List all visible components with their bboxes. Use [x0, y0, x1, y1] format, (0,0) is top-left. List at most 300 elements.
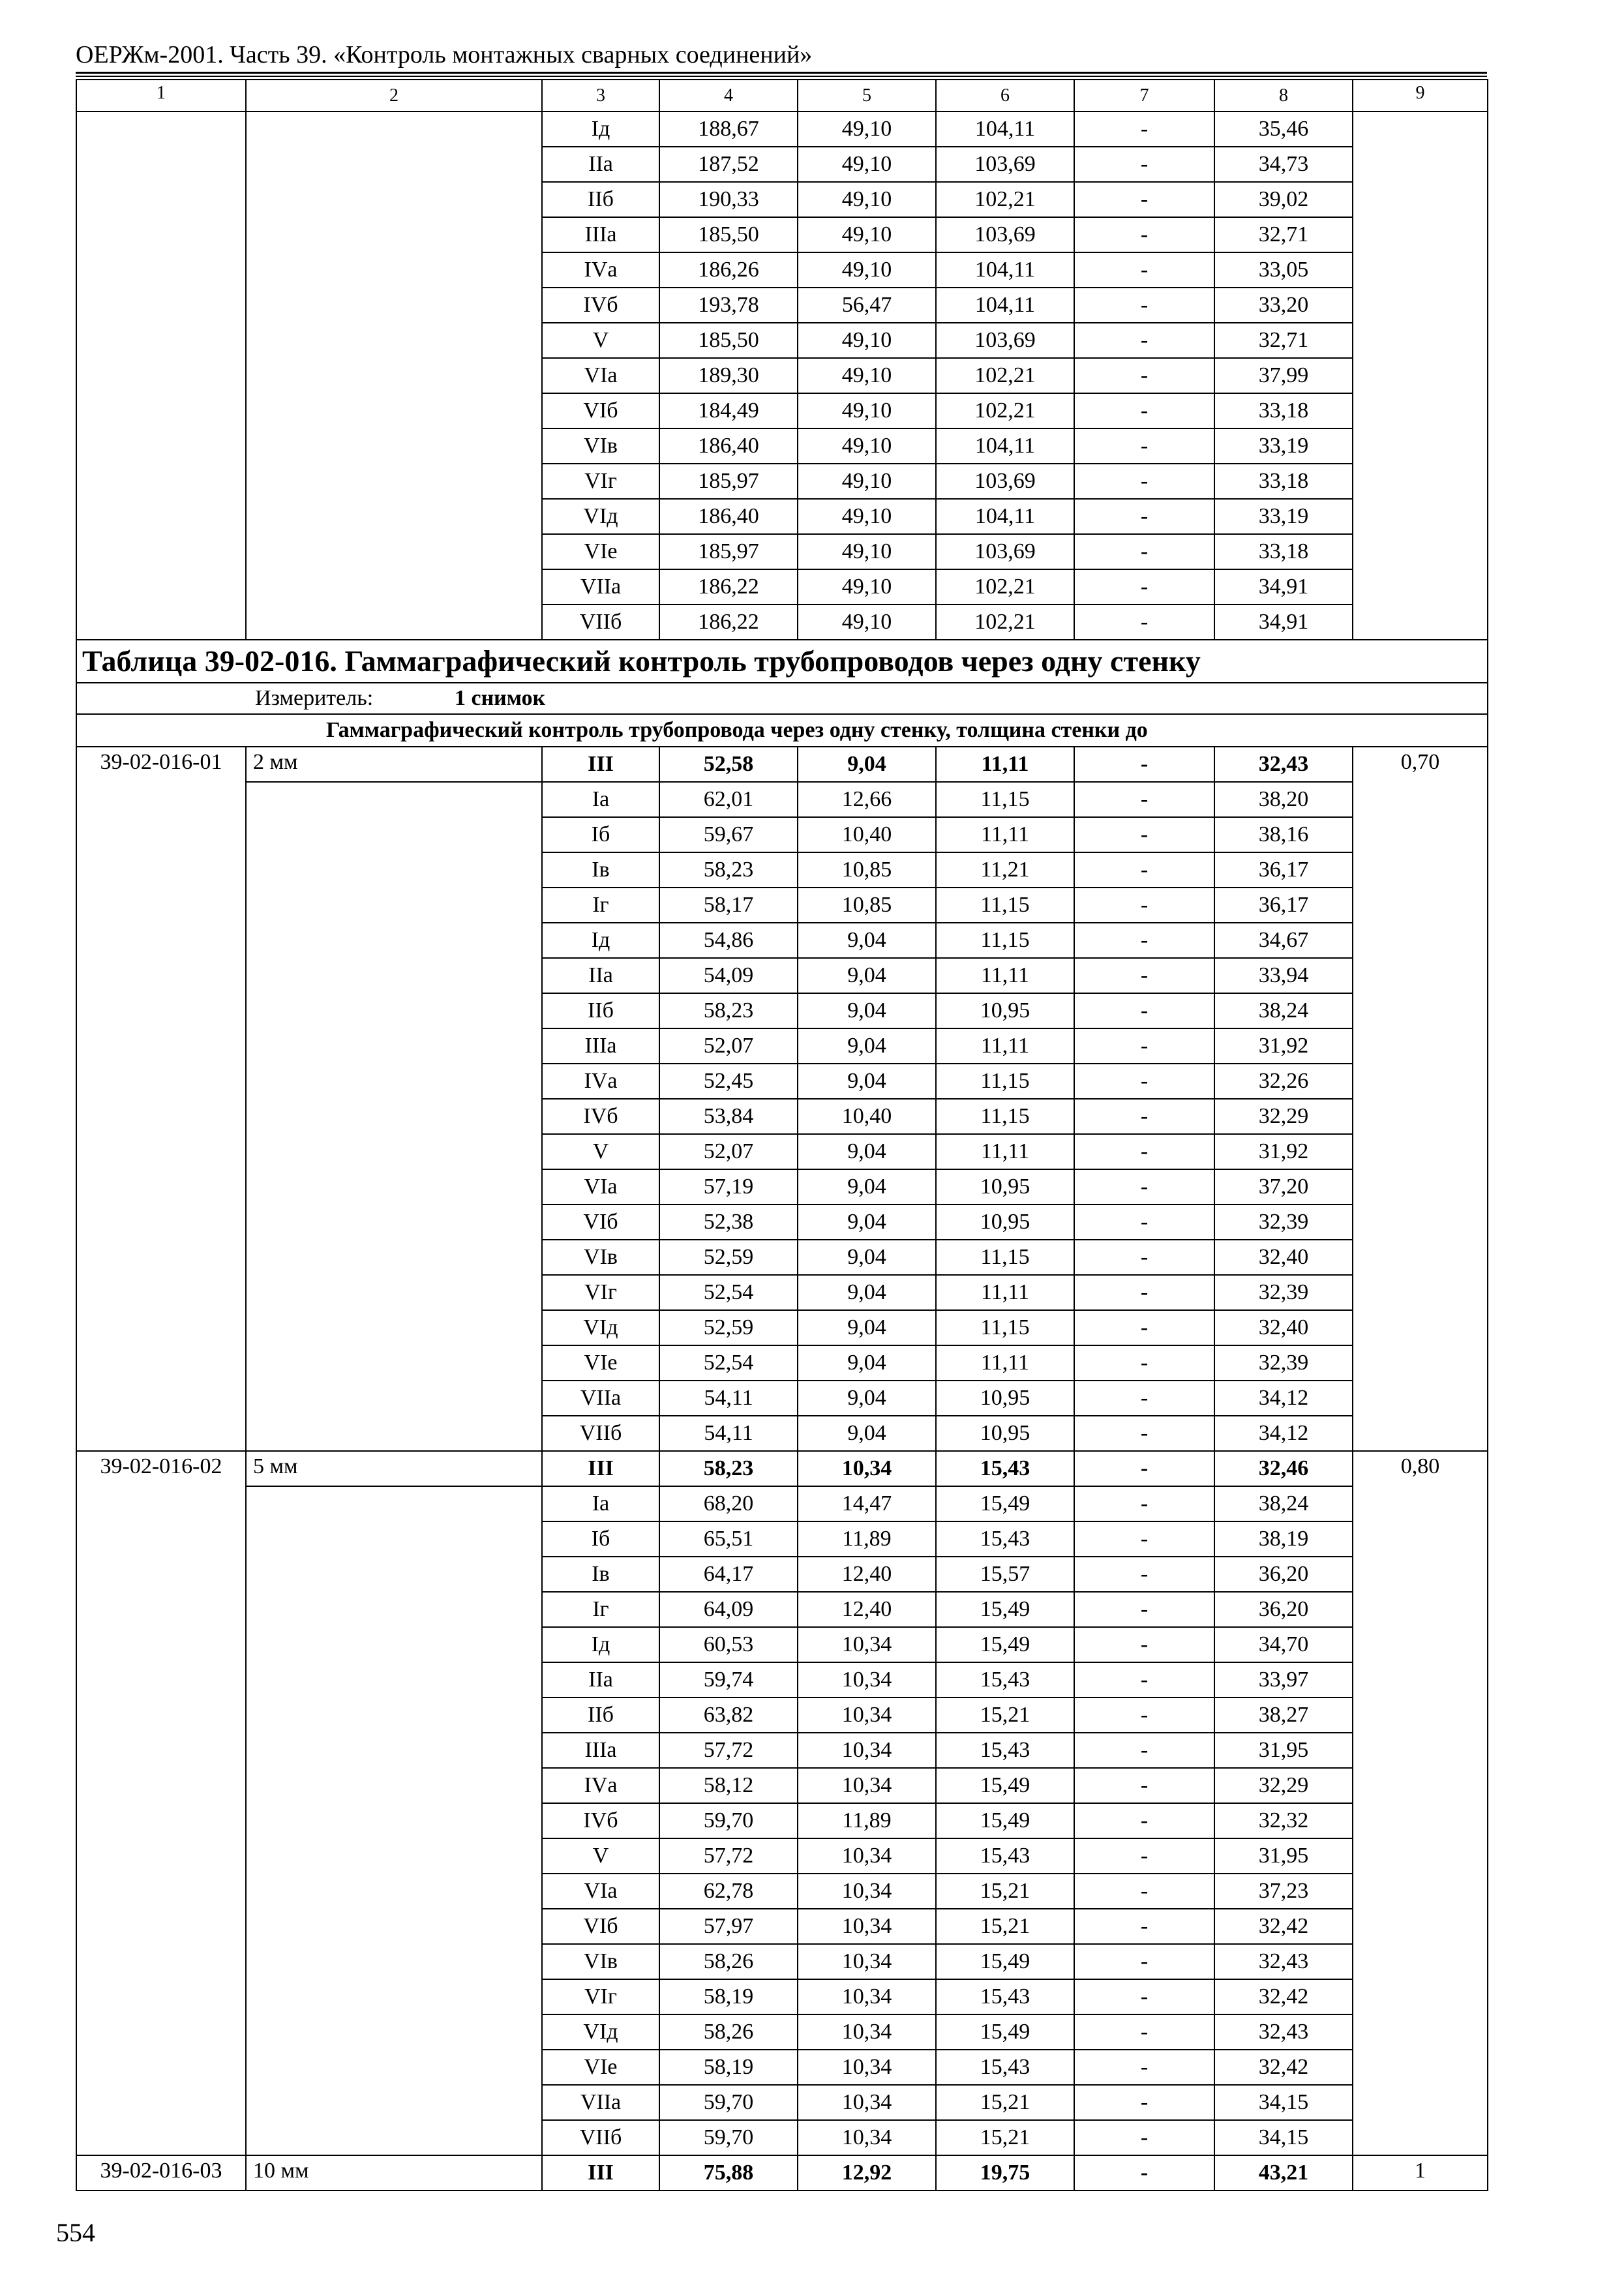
cell-c3: V [542, 1134, 659, 1169]
cell-c8: 32,42 [1214, 1979, 1353, 2014]
cell-c5: 9,04 [798, 1275, 936, 1310]
col9-cell [1353, 1310, 1488, 1345]
cell-c5: 49,10 [798, 217, 936, 252]
cell-c7: - [1074, 1134, 1214, 1169]
cell-c4: 57,72 [659, 1838, 798, 1874]
cell-c8: 38,16 [1214, 817, 1353, 852]
cell-c6: 15,21 [936, 2085, 1074, 2120]
cell-c7: - [1074, 323, 1214, 358]
table-row [76, 1345, 1488, 1381]
cell-c4: 53,84 [659, 1099, 798, 1134]
cell-c8: 34,67 [1214, 923, 1353, 958]
col9-cell [1353, 147, 1488, 182]
table-row [76, 888, 1488, 923]
col9-cell [1353, 2014, 1488, 2050]
cell-c8: 38,19 [1214, 1521, 1353, 1557]
cell-c6: 11,15 [936, 1064, 1074, 1099]
description-cell [246, 1838, 542, 1874]
table-row [76, 923, 1488, 958]
cell-c8: 33,18 [1214, 464, 1353, 499]
cell-c5: 49,10 [798, 358, 936, 393]
cell-c6: 104,11 [936, 428, 1074, 464]
col9-cell [1353, 852, 1488, 888]
cell-c7: - [1074, 1733, 1214, 1768]
cell-c6: 15,49 [936, 1486, 1074, 1521]
code-cell [76, 1486, 246, 1521]
cell-c3: IIб [542, 993, 659, 1028]
cell-c3: VIIа [542, 2085, 659, 2120]
cell-c4: 52,38 [659, 1204, 798, 1240]
table-row [76, 2014, 1488, 2050]
table-row [76, 1416, 1488, 1451]
cell-c7: - [1074, 1557, 1214, 1592]
cell-c8: 32,26 [1214, 1064, 1353, 1099]
cell-c3: IVа [542, 252, 659, 288]
cell-c3: VIб [542, 1909, 659, 1944]
cell-c3: IIб [542, 182, 659, 217]
column-number-5: 5 [798, 80, 936, 112]
cell-c6: 15,43 [936, 1451, 1074, 1486]
cell-c6: 103,69 [936, 464, 1074, 499]
description-cell [246, 2050, 542, 2085]
cell-c8: 33,97 [1214, 1662, 1353, 1698]
code-cell [76, 1557, 246, 1592]
cell-c3: VIб [542, 1204, 659, 1240]
code-cell [76, 2120, 246, 2155]
code-cell [76, 782, 246, 817]
cell-c3: VIIб [542, 605, 659, 640]
description-cell [246, 2120, 542, 2155]
cell-c6: 11,11 [936, 1028, 1074, 1064]
description-cell [246, 252, 542, 288]
description-cell [246, 1557, 542, 1592]
cell-c3: Iб [542, 1521, 659, 1557]
cell-c7: - [1074, 958, 1214, 993]
cell-c6: 11,15 [936, 888, 1074, 923]
cell-c3: IVб [542, 1099, 659, 1134]
table-row [76, 1838, 1488, 1874]
code-cell [76, 1064, 246, 1099]
description-cell [246, 1662, 542, 1698]
cell-c7: - [1074, 923, 1214, 958]
col9-cell [1353, 252, 1488, 288]
table-row [76, 1874, 1488, 1909]
cell-c7: - [1074, 1204, 1214, 1240]
col9-cell [1353, 782, 1488, 817]
header-rule [76, 72, 1487, 74]
col9-cell [1353, 182, 1488, 217]
cell-c4: 59,70 [659, 2085, 798, 2120]
cell-c5: 10,34 [798, 1874, 936, 1909]
description-cell [246, 1733, 542, 1768]
description-cell [246, 534, 542, 569]
cell-c5: 10,34 [798, 1627, 936, 1662]
description-cell [246, 1134, 542, 1169]
code-cell [76, 1204, 246, 1240]
cell-c3: VIIб [542, 1416, 659, 1451]
rate-code: 39-02-016-03 [76, 2155, 246, 2191]
cell-c4: 58,23 [659, 852, 798, 888]
cell-c8: 33,19 [1214, 428, 1353, 464]
cell-c8: 34,15 [1214, 2120, 1353, 2155]
cell-c3: Iг [542, 1592, 659, 1627]
col9-cell [1353, 923, 1488, 958]
cell-c3: VIб [542, 393, 659, 428]
cell-c4: 58,26 [659, 1944, 798, 1979]
description-cell [246, 1592, 542, 1627]
cell-c8: 34,70 [1214, 1627, 1353, 1662]
col9-cell [1353, 1627, 1488, 1662]
col9-cell [1353, 1486, 1488, 1521]
cell-c4: 62,78 [659, 1874, 798, 1909]
cell-c8: 33,20 [1214, 288, 1353, 323]
table-row [76, 1557, 1488, 1592]
code-cell [76, 1662, 246, 1698]
table-row [76, 1064, 1488, 1099]
table-row [76, 428, 1488, 464]
cell-c4: 65,51 [659, 1521, 798, 1557]
cell-c5: 10,40 [798, 817, 936, 852]
cell-c8: 32,43 [1214, 2014, 1353, 2050]
description-cell [246, 1310, 542, 1345]
measure-row [76, 683, 1488, 714]
col9-value: 0,70 [1353, 747, 1488, 782]
cell-c8: 32,42 [1214, 2050, 1353, 2085]
cell-c4: 185,97 [659, 534, 798, 569]
table-title: Таблица 39-02-016. Гаммаграфический контроль трубопроводов через одну стенку [76, 640, 1488, 683]
code-cell [76, 1381, 246, 1416]
cell-c8: 36,20 [1214, 1592, 1353, 1627]
code-cell [76, 1733, 246, 1768]
cell-c6: 15,49 [936, 1627, 1074, 1662]
cell-c4: 57,19 [659, 1169, 798, 1204]
cell-c7: - [1074, 1451, 1214, 1486]
cell-c3: IIа [542, 1662, 659, 1698]
table-row [76, 1028, 1488, 1064]
rate-code: 39-02-016-01 [76, 747, 246, 782]
cell-c3: VIа [542, 1169, 659, 1204]
table-row [76, 1134, 1488, 1169]
cell-c5: 9,04 [798, 1134, 936, 1169]
cell-c7: - [1074, 1698, 1214, 1733]
cell-c5: 10,34 [798, 1909, 936, 1944]
cell-c5: 49,10 [798, 112, 936, 147]
description-cell [246, 1240, 542, 1275]
cell-c5: 10,34 [798, 1451, 936, 1486]
cell-c6: 11,21 [936, 852, 1074, 888]
cell-c5: 12,40 [798, 1592, 936, 1627]
code-cell [76, 852, 246, 888]
cell-c8: 38,24 [1214, 1486, 1353, 1521]
table-row [76, 782, 1488, 817]
description-cell [246, 288, 542, 323]
cell-c4: 64,17 [659, 1557, 798, 1592]
table-row [76, 112, 1488, 147]
cell-c5: 9,04 [798, 1064, 936, 1099]
cell-c8: 34,73 [1214, 147, 1353, 182]
code-cell [76, 888, 246, 923]
cell-c6: 15,49 [936, 1944, 1074, 1979]
table-row [76, 1662, 1488, 1698]
description-cell [246, 499, 542, 534]
code-cell [76, 147, 246, 182]
cell-c3: Iа [542, 782, 659, 817]
column-number-6: 6 [936, 80, 1074, 112]
col9-cell [1353, 464, 1488, 499]
cell-c7: - [1074, 464, 1214, 499]
cell-c3: VIг [542, 1275, 659, 1310]
cell-c7: - [1074, 747, 1214, 782]
code-cell [76, 499, 246, 534]
table-row [76, 1204, 1488, 1240]
code-cell [76, 1909, 246, 1944]
col9-cell [1353, 288, 1488, 323]
col9-cell [1353, 323, 1488, 358]
cell-c7: - [1074, 288, 1214, 323]
cell-c3: VIд [542, 499, 659, 534]
table-row [76, 1592, 1488, 1627]
description-cell [246, 1909, 542, 1944]
cell-c8: 32,40 [1214, 1310, 1353, 1345]
cell-c4: 52,59 [659, 1240, 798, 1275]
cell-c5: 10,34 [798, 1838, 936, 1874]
cell-c3: VIе [542, 2050, 659, 2085]
cell-c6: 11,15 [936, 1240, 1074, 1275]
description-cell [246, 923, 542, 958]
col9-cell [1353, 1381, 1488, 1416]
col9-cell [1353, 817, 1488, 852]
code-cell [76, 923, 246, 958]
code-cell [76, 1874, 246, 1909]
col9-cell [1353, 1698, 1488, 1733]
cell-c8: 32,42 [1214, 1909, 1353, 1944]
description-cell [246, 1416, 542, 1451]
cell-c7: - [1074, 1874, 1214, 1909]
description-cell [246, 147, 542, 182]
cell-c4: 52,07 [659, 1134, 798, 1169]
cell-c3: IVб [542, 288, 659, 323]
cell-c4: 52,54 [659, 1275, 798, 1310]
cell-c6: 15,49 [936, 1768, 1074, 1803]
cell-c6: 102,21 [936, 358, 1074, 393]
cell-c5: 49,10 [798, 147, 936, 182]
cell-c3: IVб [542, 1803, 659, 1838]
cell-c7: - [1074, 1838, 1214, 1874]
table-row [76, 1627, 1488, 1662]
cell-c4: 58,19 [659, 1979, 798, 2014]
cell-c6: 104,11 [936, 288, 1074, 323]
cell-c6: 15,43 [936, 1733, 1074, 1768]
cell-c4: 64,09 [659, 1592, 798, 1627]
col9-value: 1 [1353, 2155, 1488, 2191]
cell-c8: 33,18 [1214, 393, 1353, 428]
cell-c7: - [1074, 1064, 1214, 1099]
cell-c5: 12,40 [798, 1557, 936, 1592]
code-cell [76, 2085, 246, 2120]
cell-c4: 75,88 [659, 2155, 798, 2191]
cell-c4: 185,97 [659, 464, 798, 499]
cell-c3: IIа [542, 147, 659, 182]
cell-c6: 15,21 [936, 1874, 1074, 1909]
description-cell [246, 464, 542, 499]
column-number-4: 4 [659, 80, 798, 112]
description-cell [246, 1028, 542, 1064]
cell-c3: IIIа [542, 1733, 659, 1768]
cell-c6: 15,43 [936, 1521, 1074, 1557]
cell-c7: - [1074, 1240, 1214, 1275]
col9-cell [1353, 1416, 1488, 1451]
cell-c6: 15,43 [936, 1979, 1074, 2014]
description-cell [246, 1874, 542, 1909]
description-cell [246, 605, 542, 640]
cell-c8: 32,40 [1214, 1240, 1353, 1275]
code-cell [76, 1345, 246, 1381]
cell-c7: - [1074, 499, 1214, 534]
cell-c6: 10,95 [936, 1416, 1074, 1451]
code-cell [76, 1698, 246, 1733]
description-cell [246, 888, 542, 923]
page-header-title: ОЕРЖм-2001. Часть 39. «Контроль монтажных сварных соединений» [76, 41, 813, 68]
cell-c7: - [1074, 605, 1214, 640]
col9-cell [1353, 1733, 1488, 1768]
cell-c6: 11,11 [936, 958, 1074, 993]
cell-c6: 104,11 [936, 112, 1074, 147]
table-row [76, 147, 1488, 182]
cell-c7: - [1074, 393, 1214, 428]
cell-c5: 12,92 [798, 2155, 936, 2191]
code-cell [76, 1627, 246, 1662]
cell-c7: - [1074, 1486, 1214, 1521]
cell-c3: Iг [542, 888, 659, 923]
rate-code: 39-02-016-02 [76, 1451, 246, 1486]
cell-c6: 15,21 [936, 1698, 1074, 1733]
col9-cell [1353, 888, 1488, 923]
cell-c4: 186,22 [659, 605, 798, 640]
col9-cell [1353, 358, 1488, 393]
code-cell [76, 112, 246, 147]
cell-c5: 9,04 [798, 1169, 936, 1204]
table-row [76, 1381, 1488, 1416]
table-row [76, 1698, 1488, 1733]
cell-c3: VIа [542, 1874, 659, 1909]
cell-c7: - [1074, 252, 1214, 288]
cell-c8: 36,20 [1214, 1557, 1353, 1592]
table-row [76, 1310, 1488, 1345]
code-cell [76, 1310, 246, 1345]
cell-c5: 12,66 [798, 782, 936, 817]
cell-c7: - [1074, 1099, 1214, 1134]
description-cell [246, 1979, 542, 2014]
cell-c3: VIе [542, 534, 659, 569]
cell-c4: 58,26 [659, 2014, 798, 2050]
cell-c5: 10,34 [798, 1662, 936, 1698]
column-number-8: 8 [1214, 80, 1353, 112]
cell-c7: - [1074, 782, 1214, 817]
cell-c6: 10,95 [936, 1381, 1074, 1416]
column-number-2: 2 [246, 80, 542, 112]
cell-c6: 15,43 [936, 1838, 1074, 1874]
col9-cell [1353, 1064, 1488, 1099]
cell-c7: - [1074, 1909, 1214, 1944]
table-row [76, 605, 1488, 640]
cell-c8: 38,24 [1214, 993, 1353, 1028]
cell-c8: 38,20 [1214, 782, 1353, 817]
table-row [76, 323, 1488, 358]
cell-c5: 10,34 [798, 2050, 936, 2085]
cell-c4: 58,17 [659, 888, 798, 923]
description-cell [246, 1698, 542, 1733]
cell-c7: - [1074, 1662, 1214, 1698]
code-cell [76, 464, 246, 499]
cell-c7: - [1074, 993, 1214, 1028]
cell-c8: 34,91 [1214, 605, 1353, 640]
cell-c3: IIIа [542, 217, 659, 252]
cell-c3: V [542, 323, 659, 358]
col9-cell [1353, 1028, 1488, 1064]
cell-c4: 58,12 [659, 1768, 798, 1803]
cell-c3: VIв [542, 1240, 659, 1275]
cell-c5: 9,04 [798, 1240, 936, 1275]
cell-c3: III [542, 2155, 659, 2191]
cell-c6: 102,21 [936, 393, 1074, 428]
code-cell [76, 817, 246, 852]
cell-c5: 11,89 [798, 1521, 936, 1557]
col9-cell [1353, 605, 1488, 640]
cell-c5: 49,10 [798, 569, 936, 605]
cell-c6: 11,11 [936, 747, 1074, 782]
cell-c8: 31,95 [1214, 1838, 1353, 1874]
cell-c6: 11,15 [936, 1310, 1074, 1345]
cell-c4: 52,45 [659, 1064, 798, 1099]
cell-c5: 9,04 [798, 923, 936, 958]
measure-cell [76, 683, 1488, 714]
cell-c4: 57,97 [659, 1909, 798, 1944]
col9-cell [1353, 1662, 1488, 1698]
table-row [76, 1099, 1488, 1134]
cell-c7: - [1074, 1944, 1214, 1979]
table-row [76, 569, 1488, 605]
cell-c7: - [1074, 1381, 1214, 1416]
cell-c4: 52,58 [659, 747, 798, 782]
cell-c3: VIд [542, 2014, 659, 2050]
table-row [76, 288, 1488, 323]
cell-c7: - [1074, 1028, 1214, 1064]
cell-c7: - [1074, 428, 1214, 464]
cell-c3: VIг [542, 464, 659, 499]
cell-c7: - [1074, 1521, 1214, 1557]
cell-c8: 35,46 [1214, 112, 1353, 147]
cell-c7: - [1074, 1169, 1214, 1204]
cell-c6: 103,69 [936, 323, 1074, 358]
description-cell [246, 217, 542, 252]
cell-c3: V [542, 1838, 659, 1874]
code-cell [76, 1169, 246, 1204]
cell-c3: VIг [542, 1979, 659, 2014]
col9-cell [1353, 1169, 1488, 1204]
table-row [76, 2085, 1488, 2120]
col9-cell [1353, 2050, 1488, 2085]
cell-c6: 15,49 [936, 1592, 1074, 1627]
table-row [76, 217, 1488, 252]
table-row [76, 1803, 1488, 1838]
description-cell [246, 1521, 542, 1557]
cell-c5: 56,47 [798, 288, 936, 323]
column-number-3: 3 [542, 80, 659, 112]
cell-c7: - [1074, 147, 1214, 182]
cell-c4: 52,59 [659, 1310, 798, 1345]
description-cell [246, 1768, 542, 1803]
col9-cell [1353, 993, 1488, 1028]
